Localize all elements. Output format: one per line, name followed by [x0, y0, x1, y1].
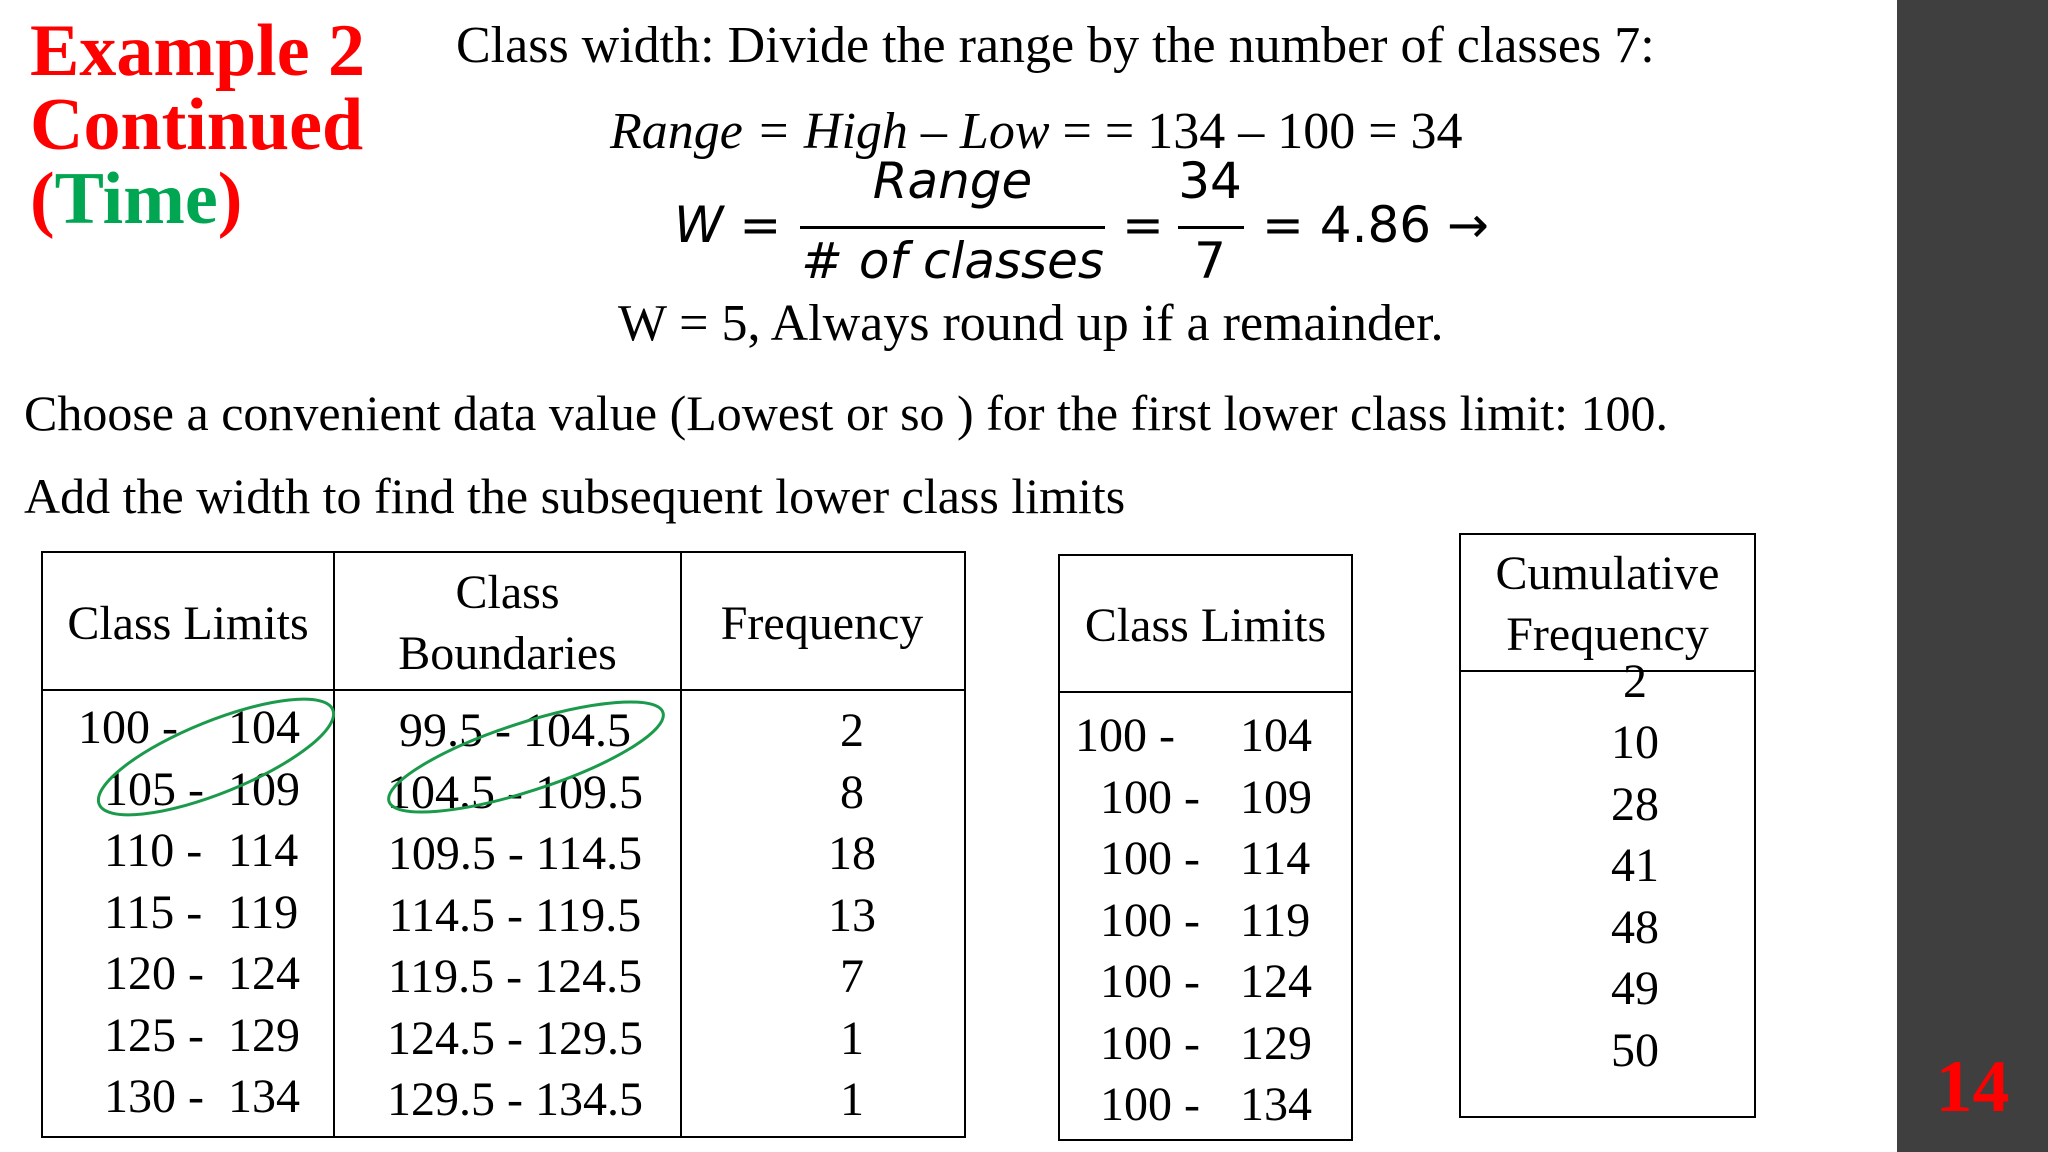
table-cell-lower-limit: 100 -	[1100, 1078, 1200, 1131]
table-cell-frequency: 2	[840, 704, 864, 757]
table-cell-upper-limit: 114	[228, 824, 299, 877]
t1-header-frequency: Frequency	[720, 597, 924, 650]
choose-text: Choose a convenient data value (Lowest or so ) for the first lower class limit: 100.	[24, 385, 1669, 441]
table-cell-frequency: 18	[828, 827, 876, 880]
table-cell-cumulative: 28	[1611, 777, 1659, 831]
table-cell-boundary: 119.5 - 124.5	[387, 950, 643, 1003]
table-cell-boundary: 109.5 - 114.5	[387, 827, 643, 880]
table-cell-upper-limit: 119	[1240, 893, 1311, 947]
table-cell-cumulative: 2	[1623, 655, 1647, 708]
table-cell-upper-limit: 129	[1240, 1016, 1312, 1070]
table-cell-upper-limit: 104	[1240, 709, 1312, 762]
title-line-1: Example 2	[30, 10, 366, 92]
table-cell-lower-limit: 120 -	[104, 947, 204, 1000]
table-cell-cumulative: 41	[1611, 839, 1659, 892]
table-cell-lower-limit: 115 -	[104, 885, 203, 939]
table-cell-cumulative: 10	[1611, 716, 1659, 769]
table-cell-upper-limit: 109	[1240, 770, 1312, 824]
table-cell-upper-limit: 104	[228, 701, 300, 754]
table-cell-lower-limit: 100 -	[1100, 1016, 1200, 1070]
table-cell-cumulative: 49	[1611, 962, 1659, 1015]
table-cell-upper-limit: 124	[1240, 955, 1312, 1008]
table-cell-lower-limit: 100 -	[1100, 955, 1200, 1008]
t3-header-1: Cumulative	[1495, 547, 1720, 600]
w-numerator: Range	[872, 152, 1033, 210]
add-width-text: Add the width to find the subsequent lower class limits	[24, 468, 1126, 524]
denominator-7: 7	[1194, 232, 1226, 290]
table-cell-upper-limit: 134	[1240, 1078, 1312, 1131]
title-line-2: Continued	[30, 84, 364, 166]
table-cell-upper-limit: 129	[228, 1008, 300, 1062]
table-cell-lower-limit: 100 -	[1100, 770, 1200, 824]
table-cell-lower-limit: 125 -	[104, 1008, 204, 1062]
table-cell-lower-limit: 105 -	[104, 762, 204, 816]
table-cell-lower-limit: 130 -	[104, 1070, 204, 1123]
w-result: = 4.86 →	[1262, 196, 1489, 254]
equals-sign: =	[1122, 196, 1164, 254]
table-cell-upper-limit: 134	[228, 1070, 300, 1123]
table-cell-lower-limit: 100 -	[78, 701, 178, 754]
table-cell-lower-limit: 100 -	[1100, 893, 1200, 947]
table-cell-boundary: 104.5 - 109.5	[387, 765, 643, 819]
table-cell-boundary: 99.5 - 104.5	[399, 704, 631, 757]
title-time-word: Time	[54, 158, 218, 240]
w-rounded: W = 5, Always round up if a remainder.	[618, 295, 1444, 352]
t2-header: Class Limits	[1084, 599, 1327, 652]
table-cell-boundary: 124.5 - 129.5	[387, 1011, 643, 1065]
title-line-3: (Time)	[30, 158, 243, 240]
table-cell-frequency: 1	[840, 1011, 864, 1065]
slide-number: 14	[1935, 1046, 2010, 1128]
table-cell-lower-limit: 110 -	[104, 824, 203, 877]
table-cell-boundary: 129.5 - 134.5	[387, 1073, 643, 1126]
t1-header-boundaries-1: Class	[455, 566, 560, 619]
t3-header-2: Frequency	[1506, 608, 1709, 661]
table-cell-upper-limit: 114	[1240, 832, 1311, 885]
range-lhs: Range = High – Low	[610, 103, 1050, 160]
table-cell-frequency: 8	[840, 765, 864, 819]
table-cell-boundary: 114.5 - 119.5	[388, 888, 642, 942]
table-cell-upper-limit: 119	[228, 885, 299, 939]
table-cell-cumulative: 50	[1611, 1023, 1659, 1077]
w-denominator: # of classes	[801, 232, 1104, 290]
table-cell-frequency: 1	[840, 1073, 864, 1126]
table-cell-frequency: 7	[840, 950, 864, 1003]
t1-header-boundaries-2: Boundaries	[398, 627, 617, 680]
w-label: W =	[674, 196, 782, 254]
table-cell-lower-limit: 100 -	[1100, 832, 1200, 885]
circle-annotation-limits	[86, 676, 347, 837]
circle-annotation-boundaries	[379, 680, 674, 834]
table-cell-upper-limit: 124	[228, 947, 300, 1000]
table-cell-upper-limit: 109	[228, 762, 300, 816]
range-rhs: = = 134 – 100 = 34	[1049, 103, 1463, 160]
table-cell-lower-limit: 100 -	[1075, 709, 1175, 762]
table-cell-cumulative: 48	[1611, 900, 1659, 954]
intro-text: Class width: Divide the range by the number of classes 7:	[456, 17, 1655, 74]
table-cell-frequency: 13	[828, 888, 876, 942]
t1-header-limits: Class Limits	[67, 597, 309, 650]
numerator-34: 34	[1178, 152, 1242, 210]
